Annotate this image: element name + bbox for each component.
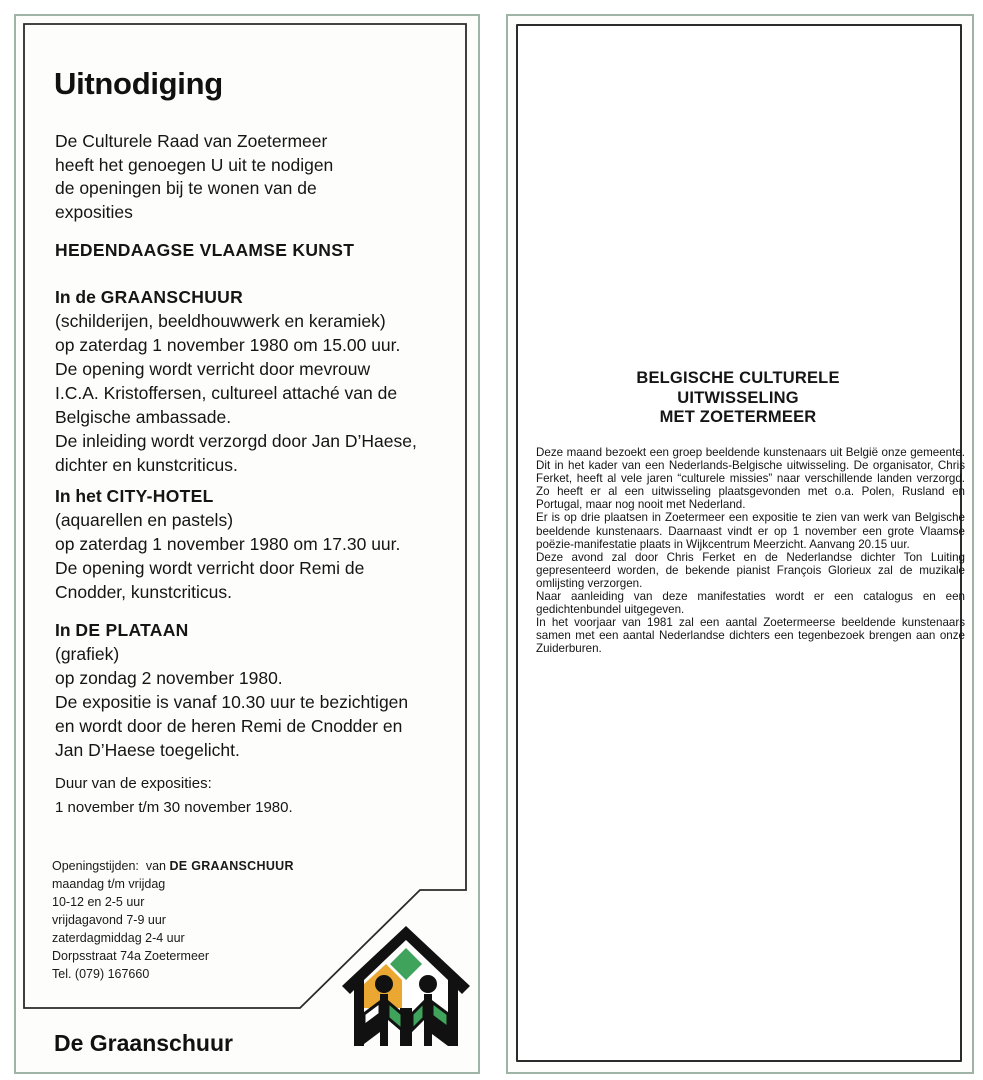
invitation-title: Uitnodiging [54, 66, 223, 101]
venue-line: (aquarellen en pastels) [55, 510, 234, 530]
venue-name: GRAANSCHUUR [100, 287, 244, 307]
duration-label: Duur van de exposities: [55, 775, 212, 792]
exhibition-subheading: HEDENDAAGSE VLAAMSE KUNST [55, 240, 355, 260]
intro-line: heeft het genoegen U uit te nodigen [55, 154, 334, 175]
venue-prefix: In het [55, 486, 107, 506]
house-with-two-figures-logo-icon [338, 922, 474, 1050]
opening-hours-label: Openingstijden: [52, 859, 139, 873]
venue-line: (schilderijen, beeldhouwwerk en keramiek) [55, 311, 386, 331]
invitation-intro [55, 130, 333, 224]
opening-hours-of: van [145, 859, 166, 873]
article-title-line: UITWISSELING [677, 388, 799, 407]
address-line: Dorpsstraat 74a Zoetermeer [52, 949, 210, 963]
venue-line: en wordt door de heren Remi de Cnodder en [55, 716, 403, 736]
venue-heading [55, 484, 400, 508]
article-body [536, 446, 965, 656]
article-paragraph: In het voorjaar van 1981 zal een aantal Zoetermeerse beeldende kunstenaars samen met een aantal Nederlandse dichters een tegenbezoek brengen aan onze Zuiderburen. [536, 616, 965, 656]
venue-line: I.C.A. Kristoffersen, cultureel attaché van de [55, 383, 398, 403]
opening-hours-heading [52, 857, 294, 875]
venue-line: De expositie is vanaf 10.30 uur te bezichtigen [55, 692, 409, 712]
article-paragraph: Deze avond zal door Chris Ferket en de Nederlandse dichter Ton Luiting gepresenteerd worden, de bekende pianist François Glorieux zal de muzikale omlijsting verzorgen. [536, 550, 965, 590]
venue-line: op zondag 2 november 1980. [55, 668, 283, 688]
venue-graanschuur [55, 285, 417, 477]
venue-heading [55, 285, 417, 309]
opening-hours-line: maandag t/m vrijdag [52, 877, 166, 891]
opening-hours-line: zaterdagmiddag 2-4 uur [52, 931, 185, 945]
article-title [520, 369, 956, 428]
brand-name: De Graanschuur [54, 1030, 233, 1056]
article-title-line: BELGISCHE CULTURELE [636, 369, 840, 387]
intro-line: De Culturele Raad van Zoetermeer [55, 131, 328, 151]
venue-line: (grafiek) [55, 644, 120, 664]
venue-city-hotel [55, 484, 400, 604]
intro-line: de openingen bij te wonen van de [55, 178, 317, 198]
opening-hours-line: vrijdagavond 7-9 uur [52, 913, 166, 927]
opening-hours-venue: DE GRAANSCHUUR [169, 859, 294, 873]
article-title-line: MET ZOETERMEER [659, 408, 817, 426]
venue-name: CITY-HOTEL [106, 486, 214, 506]
phone-line: Tel. (079) 167660 [52, 967, 150, 981]
intro-line: exposities [55, 201, 133, 222]
venue-line: Cnodder, kunstcriticus. [55, 582, 233, 602]
venue-de-plataan [55, 618, 408, 762]
venue-line: op zaterdag 1 november 1980 om 15.00 uur. [55, 335, 401, 355]
venue-line: De opening wordt verricht door mevrouw [55, 359, 371, 379]
duration-value: 1 november t/m 30 november 1980. [55, 799, 293, 816]
venue-line: Jan D’Haese toegelicht. [55, 740, 240, 760]
venue-heading [55, 618, 408, 642]
venue-line: op zaterdag 1 november 1980 om 17.30 uur. [55, 534, 401, 554]
exhibition-duration [55, 772, 293, 820]
venue-prefix: In de [55, 287, 101, 307]
article-paragraph: Deze maand bezoekt een groep beeldende kunstenaars uit België onze gemeente. Dit in het kader van een Nederlands-Belgische uitwisseling. De organisator, Chris Ferket, heeft al vele jaren “culturele missies” naar verschillende landen verzorgd. Zo heeft er al een uitwisseling plaatsgevonden met o.a. Polen, Rusland en Portugal, maar nog nooit met Nederland. [536, 446, 965, 512]
opening-hours [52, 857, 294, 983]
article-paragraph: Naar aanleiding van deze manifestaties wordt er een catalogus en een gedichtenbundel uitgegeven. [536, 590, 965, 617]
venue-prefix: In [55, 620, 76, 640]
venue-line: dichter en kunstcriticus. [55, 455, 238, 475]
opening-hours-line: 10-12 en 2-5 uur [52, 895, 145, 909]
article-paragraph: Er is op drie plaatsen in Zoetermeer een expositie te zien van werk van Belgische beeldende kunstenaars. Daarnaast vindt er op 1 november een grote Vlaamse poëzie-manifestatie plaats in Wijkcentrum Meerzicht. Aanvang 20.15 uur. [536, 511, 965, 551]
venue-line: De opening wordt verricht door Remi de [55, 558, 365, 578]
venue-name: DE PLATAAN [75, 620, 189, 640]
venue-line: Belgische ambassade. [55, 407, 232, 427]
venue-line: De inleiding wordt verzorgd door Jan D’Haese, [55, 431, 417, 451]
